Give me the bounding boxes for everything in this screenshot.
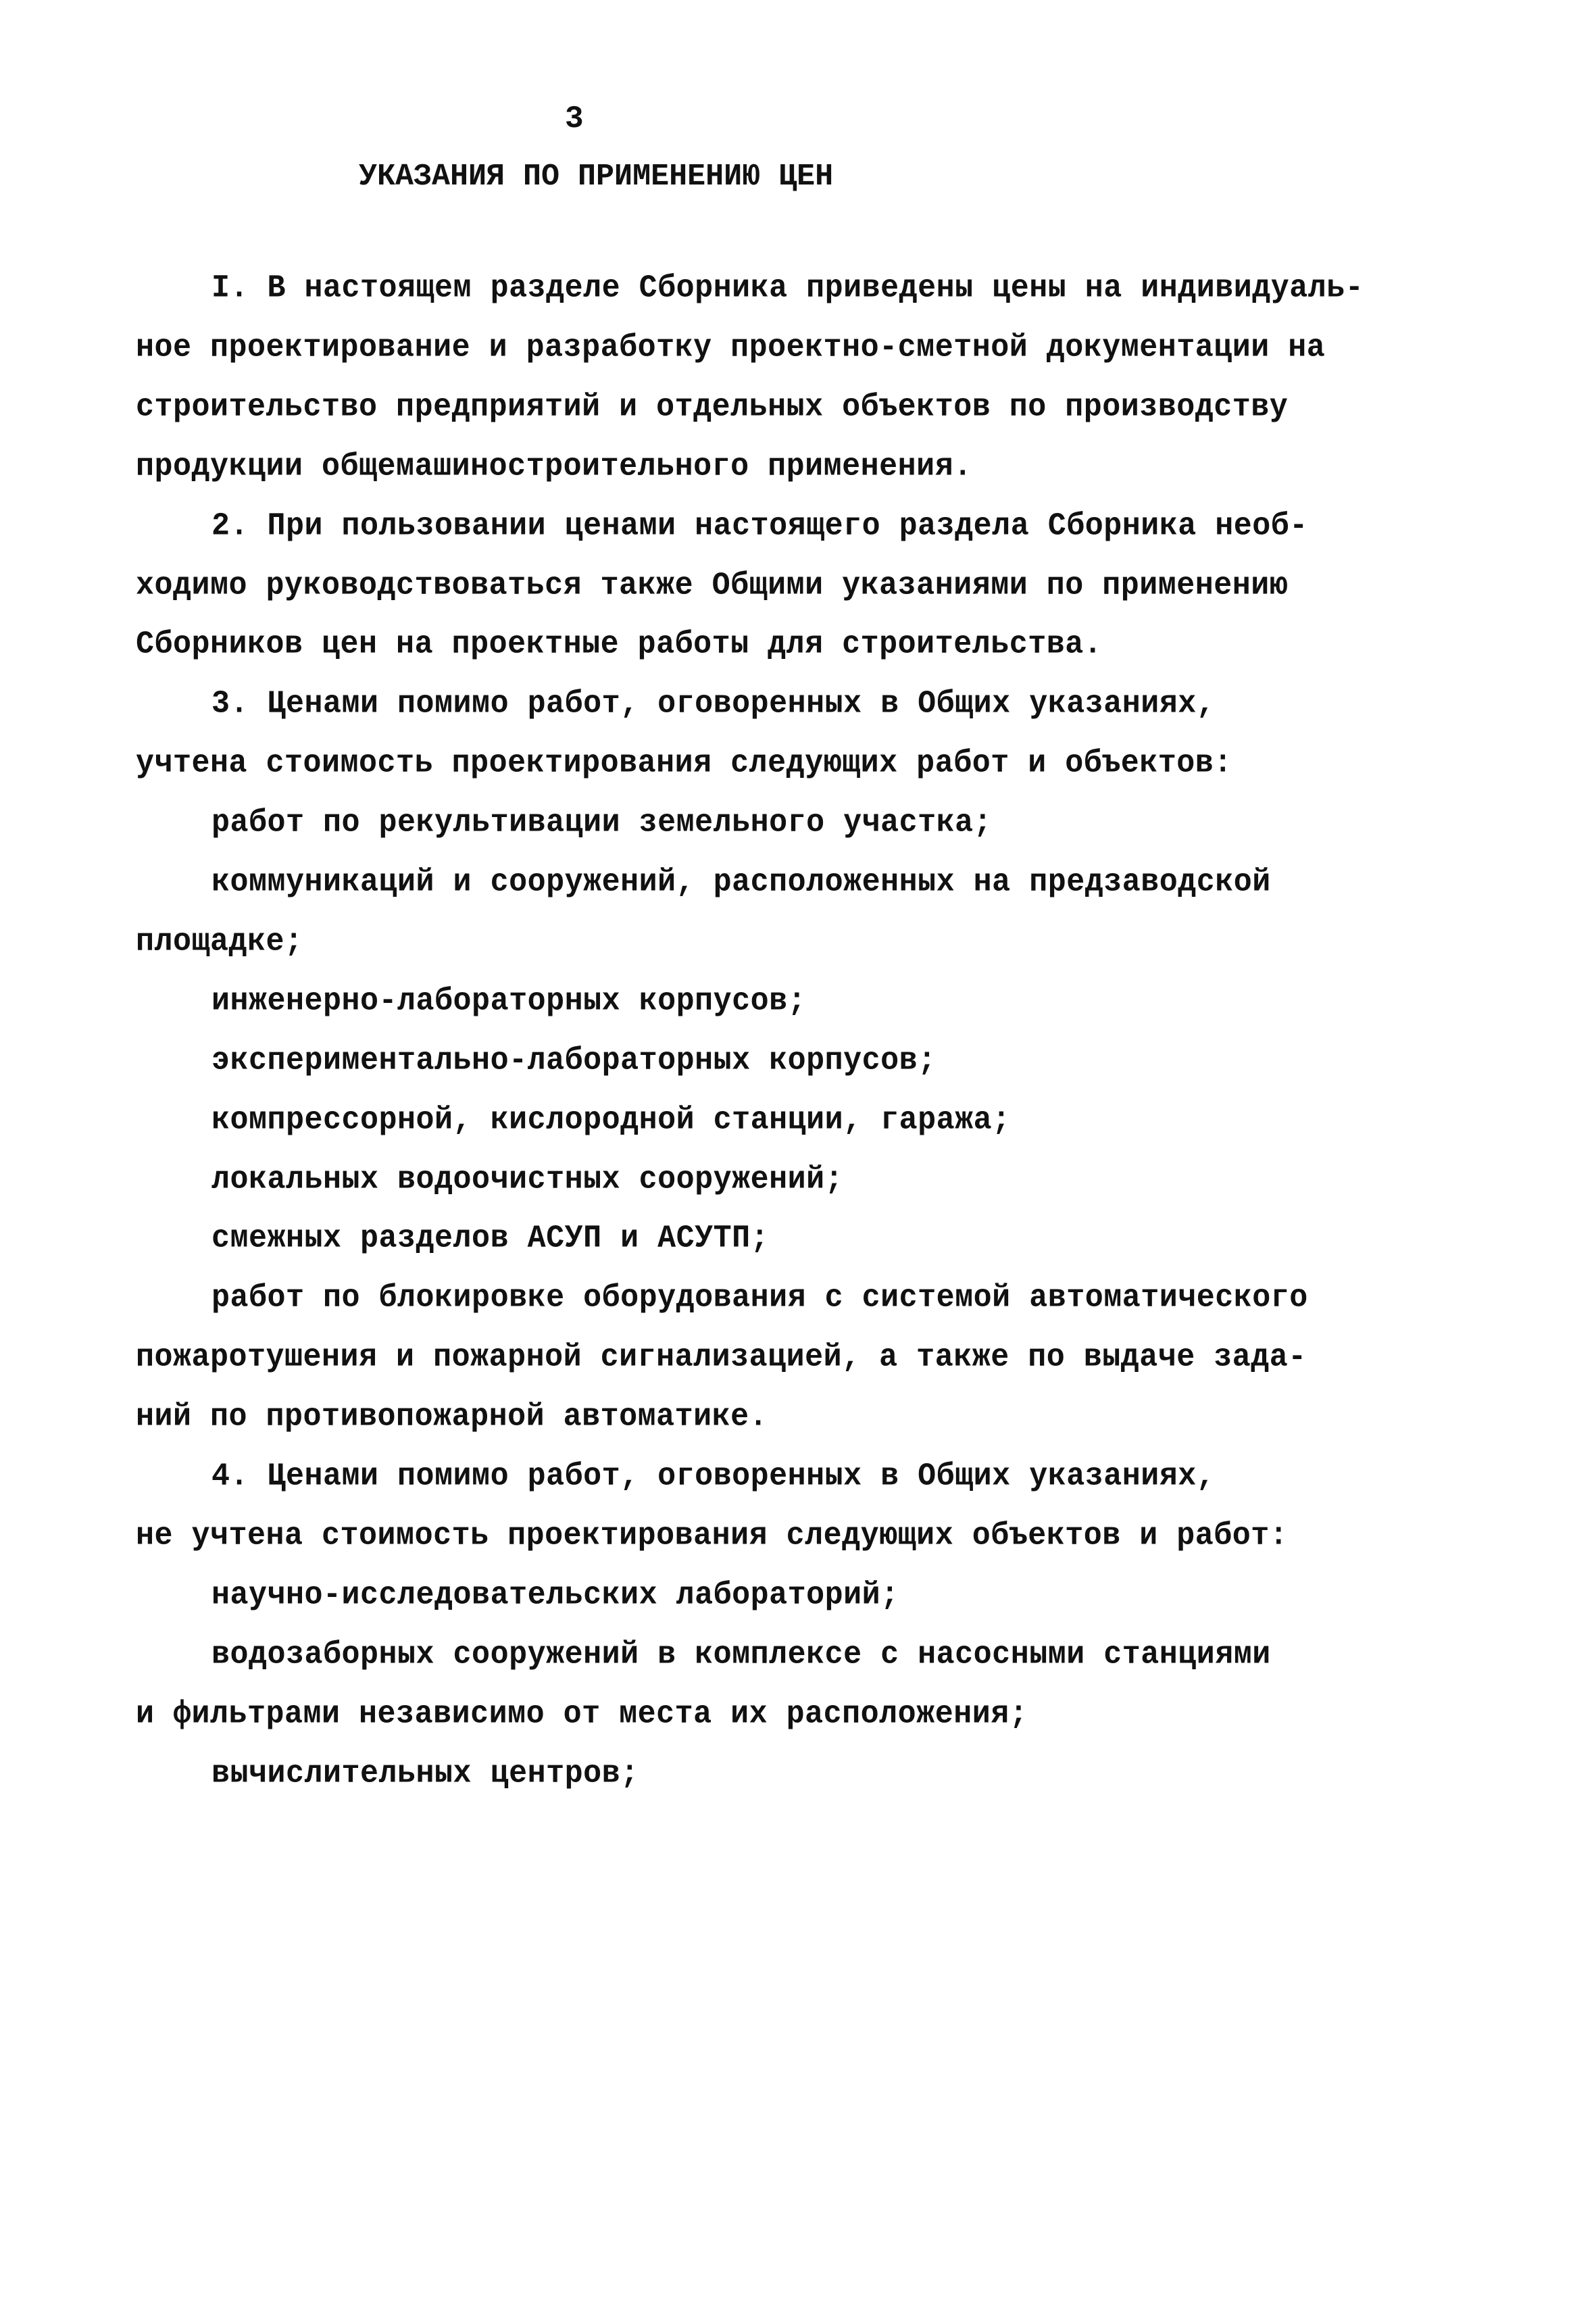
text-line: строительство предприятий и отдельных объектов по производству (136, 389, 1289, 426)
text-line: пожаротушения и пожарной сигнализацией, а также по выдаче зада- (136, 1339, 1307, 1376)
text-line: экспериментально-лабораторных корпусов; (211, 1042, 937, 1079)
text-line: I. В настоящем разделе Сборника приведены цены на индивидуаль- (211, 270, 1364, 307)
text-line: работ по рекультивации земельного участка; (211, 804, 993, 841)
text-line: инженерно-лабораторных корпусов; (211, 983, 807, 1020)
text-line: коммуникаций и сооружений, расположенных на предзаводской (211, 864, 1271, 901)
text-line: Сборников цен на проектные работы для строительства. (136, 626, 1103, 663)
text-line: ходимо руководствоваться также Общими указаниями по применению (136, 567, 1289, 604)
page-number: 3 (565, 101, 584, 137)
text-line: не учтена стоимость проектирования следующих объектов и работ: (136, 1517, 1289, 1554)
text-line: и фильтрами независимо от места их расположения; (136, 1696, 1028, 1732)
text-line: работ по блокировке оборудования с системой автоматического (211, 1279, 1308, 1316)
text-line: 3. Ценами помимо работ, оговоренных в Общих указаниях, (211, 685, 1216, 722)
text-line: локальных водоочистных сооружений; (211, 1161, 844, 1198)
text-line: водозаборных сооружений в комплексе с насосными станциями (211, 1636, 1271, 1673)
text-line: учтена стоимость проектирования следующих работ и объектов: (136, 745, 1232, 782)
section-title: УКАЗАНИЯ ПО ПРИМЕНЕНИЮ ЦЕН (359, 159, 834, 194)
text-line: ний по противопожарной автоматике. (136, 1398, 768, 1435)
text-line: вычислительных центров; (211, 1755, 639, 1792)
text-line: продукции общемашиностроительного применения. (136, 448, 972, 485)
text-line: площадке; (136, 923, 303, 960)
text-line: ное проектирование и разработку проектно-сметной документации на (136, 329, 1326, 366)
text-line: смежных разделов АСУП и АСУТП; (211, 1221, 770, 1257)
text-line: 4. Ценами помимо работ, оговоренных в Общих указаниях, (211, 1458, 1216, 1495)
text-line: компрессорной, кислородной станции, гаража; (211, 1102, 1011, 1138)
text-line: научно-исследовательских лабораторий; (211, 1577, 899, 1614)
text-line: 2. При пользовании ценами настоящего раздела Сборника необ- (211, 508, 1308, 544)
